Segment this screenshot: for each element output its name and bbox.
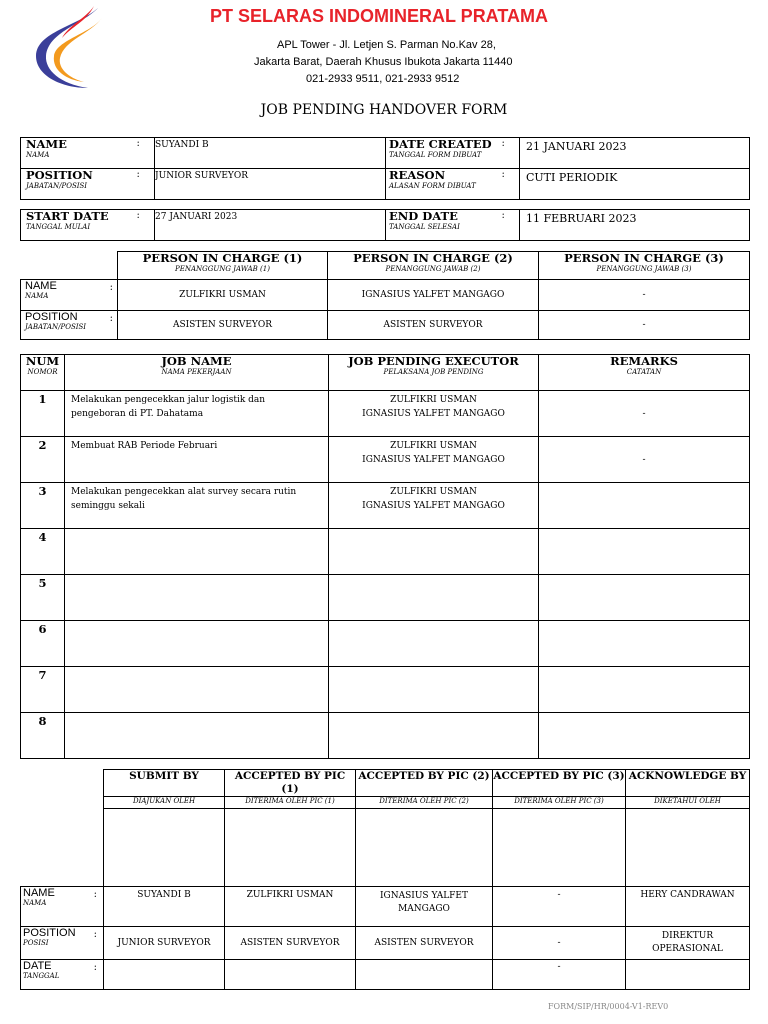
colon: :	[137, 210, 155, 241]
job-remarks-cell: -	[539, 437, 750, 483]
signature-box[interactable]	[225, 809, 356, 887]
date-created-value: 21 JANUARI 2023	[520, 138, 750, 169]
colon: :	[137, 138, 155, 169]
pic3-signer-date[interactable]: -	[493, 960, 626, 990]
submit-by-subheader: DIAJUKAN OLEH	[104, 797, 225, 809]
position-sublabel: JABATAN/POSISI	[26, 182, 88, 190]
sig-date-label: DATE	[23, 960, 52, 972]
accepted-pic1-subheader: DITERIMA OLEH PIC (1)	[225, 797, 356, 809]
job-executor-cell	[329, 391, 539, 437]
executor-subheader: PELAKSANA JOB PENDING	[383, 368, 484, 376]
job-number: 4	[21, 529, 65, 575]
acknowledge-by-subheader: DIKETAHUI OLEH	[626, 797, 750, 809]
date-created-label: DATE CREATED	[389, 137, 492, 151]
num-header: NUM	[25, 354, 60, 368]
colon: :	[109, 282, 113, 293]
pic2-subheader: PENANGGUNG JAWAB (2)	[385, 265, 481, 273]
table-row	[21, 529, 750, 575]
pic3-header: PERSON IN CHARGE (3)	[564, 251, 724, 265]
reason-value: CUTI PERIODIK	[520, 169, 750, 200]
acknowledger-name: HERY CANDRAWAN	[626, 887, 750, 927]
pic3-signer-name: -	[493, 887, 626, 927]
colon: :	[137, 169, 155, 200]
colon: :	[502, 210, 520, 241]
job-remarks-cell	[539, 483, 750, 529]
accepted-pic2-subheader: DITERIMA OLEH PIC (2)	[356, 797, 493, 809]
pic2-signer-date[interactable]	[356, 960, 493, 990]
sig-name-sublabel: NAMA	[23, 899, 47, 907]
job-number: 8	[21, 713, 65, 759]
company-phone: 021-2933 9511, 021-2933 9512	[306, 73, 460, 85]
pic3-name: -	[539, 280, 750, 311]
accepted-pic3-subheader: DITERIMA OLEH PIC (3)	[493, 797, 626, 809]
pic-position-sublabel: JABATAN/POSISI	[25, 323, 87, 331]
job-name-cell	[65, 575, 329, 621]
job-name-cell	[65, 621, 329, 667]
executor-name: IGNASIUS YALFET MANGAGO	[362, 455, 505, 465]
job-remarks-cell	[539, 667, 750, 713]
sig-position-sublabel: POSISI	[23, 939, 49, 947]
table-row	[21, 483, 750, 529]
acknowledge-by-header: ACKNOWLEDGE BY	[626, 770, 750, 797]
start-date-label: START DATE	[26, 209, 109, 223]
accepted-pic1-header: ACCEPTED BY PIC (1)	[225, 770, 356, 797]
job-number: 7	[21, 667, 65, 713]
start-date-value: 27 JANUARI 2023	[155, 210, 386, 241]
executor-name: ZULFIKRI USMAN	[390, 487, 477, 497]
job-remarks-cell: -	[539, 391, 750, 437]
reason-label: REASON	[389, 168, 446, 182]
sig-date-sublabel: TANGGAL	[23, 972, 60, 980]
job-name-cell	[65, 529, 329, 575]
job-executor-cell	[329, 529, 539, 575]
executor-name: IGNASIUS YALFET MANGAGO	[362, 409, 505, 419]
pic2-name: IGNASIUS YALFET MANGAGO	[328, 280, 539, 311]
pic3-position: -	[539, 311, 750, 340]
num-subheader: NOMOR	[27, 368, 58, 376]
pic2-header: PERSON IN CHARGE (2)	[353, 251, 513, 265]
position-label: POSITION	[26, 168, 93, 182]
job-remarks-cell	[539, 575, 750, 621]
executor-name: ZULFIKRI USMAN	[390, 441, 477, 451]
jobs-table	[20, 354, 750, 759]
sig-name-label: NAME	[23, 887, 55, 899]
pic1-signer-name: ZULFIKRI USMAN	[225, 887, 356, 927]
table-row	[21, 713, 750, 759]
start-date-sublabel: TANGGAL MULAI	[26, 223, 91, 231]
date-table	[20, 209, 750, 241]
form-title: JOB PENDING HANDOVER FORM	[260, 102, 508, 118]
info-table	[20, 137, 750, 200]
job-name-header: JOB NAME	[161, 354, 232, 368]
job-executor-cell	[329, 483, 539, 529]
company-address-line2: Jakarta Barat, Daerah Khusus Ibukota Jakarta 11440	[254, 56, 513, 68]
company-name: PT SELARAS INDOMINERAL PRATAMA	[210, 6, 549, 26]
signature-box[interactable]	[493, 809, 626, 887]
pic1-position: ASISTEN SURVEYOR	[118, 311, 328, 340]
colon: :	[502, 169, 520, 200]
job-number: 2	[21, 437, 65, 483]
pic1-signer-position: ASISTEN SURVEYOR	[225, 927, 356, 960]
job-remarks-cell	[539, 713, 750, 759]
pic2-position: ASISTEN SURVEYOR	[328, 311, 539, 340]
pic2-signer-position: ASISTEN SURVEYOR	[356, 927, 493, 960]
end-date-label: END DATE	[389, 209, 458, 223]
pic2-signer-name: IGNASIUS YALFET MANGAGO	[356, 887, 493, 927]
submitter-position: JUNIOR SURVEYOR	[104, 927, 225, 960]
job-executor-cell	[329, 667, 539, 713]
submit-by-header: SUBMIT BY	[104, 770, 225, 797]
signature-box[interactable]	[104, 809, 225, 887]
job-name-cell: Melakukan pengecekkan jalur logistik dan pengeboran di PT. Dahatama	[65, 391, 329, 437]
job-number: 5	[21, 575, 65, 621]
acknowledger-position: DIREKTUR OPERASIONAL	[626, 927, 750, 960]
name-sublabel: NAMA	[26, 151, 50, 159]
reason-sublabel: ALASAN FORM DIBUAT	[389, 182, 476, 190]
pic-name-label: NAME	[25, 280, 57, 292]
table-row	[21, 437, 750, 483]
colon: :	[93, 889, 97, 900]
colon: :	[502, 138, 520, 169]
job-number: 6	[21, 621, 65, 667]
pic3-subheader: PENANGGUNG JAWAB (3)	[596, 265, 692, 273]
position-value: JUNIOR SURVEYOR	[155, 169, 386, 200]
name-value: SUYANDI B	[155, 138, 386, 169]
signature-box[interactable]	[356, 809, 493, 887]
colon: :	[93, 929, 97, 940]
submitter-date[interactable]	[104, 960, 225, 990]
pic-position-label: POSITION	[25, 311, 78, 323]
table-row	[21, 621, 750, 667]
executor-header: JOB PENDING EXECUTOR	[348, 354, 519, 368]
job-executor-cell	[329, 621, 539, 667]
table-row	[21, 667, 750, 713]
accepted-pic2-header: ACCEPTED BY PIC (2)	[356, 770, 493, 797]
executor-name: IGNASIUS YALFET MANGAGO	[362, 501, 505, 511]
job-name-cell	[65, 667, 329, 713]
end-date-sublabel: TANGGAL SELESAI	[389, 223, 460, 231]
acknowledger-date[interactable]	[626, 960, 750, 990]
pic1-header: PERSON IN CHARGE (1)	[142, 251, 303, 265]
table-row	[21, 391, 750, 437]
accepted-pic3-header: ACCEPTED BY PIC (3)	[493, 770, 626, 797]
job-remarks-cell	[539, 529, 750, 575]
table-row	[21, 575, 750, 621]
signature-table	[20, 769, 750, 990]
date-created-sublabel: TANGGAL FORM DIBUAT	[389, 151, 482, 159]
form-code: FORM/SIP/HR/0004-V1-REV0	[548, 1002, 669, 1011]
pic-name-sublabel: NAMA	[25, 292, 49, 300]
job-executor-cell	[329, 713, 539, 759]
pic1-name: ZULFIKRI USMAN	[118, 280, 328, 311]
job-name-cell	[65, 713, 329, 759]
end-date-value: 11 FEBRUARI 2023	[520, 210, 750, 241]
colon: :	[93, 962, 97, 973]
job-number: 1	[21, 391, 65, 437]
pic1-signer-date[interactable]	[225, 960, 356, 990]
colon: :	[109, 313, 113, 324]
job-name-cell: Melakukan pengecekkan alat survey secara rutin seminggu sekali	[65, 483, 329, 529]
submitter-name: SUYANDI B	[104, 887, 225, 927]
company-address-line1: APL Tower - Jl. Letjen S. Parman No.Kav 28,	[277, 39, 496, 51]
job-name-cell: Membuat RAB Periode Februari	[65, 437, 329, 483]
job-name-subheader: NAMA PEKERJAAN	[161, 368, 232, 376]
job-remarks-cell	[539, 621, 750, 667]
remarks-subheader: CATATAN	[626, 368, 662, 376]
job-number: 3	[21, 483, 65, 529]
job-executor-cell	[329, 437, 539, 483]
job-executor-cell	[329, 575, 539, 621]
remarks-header: REMARKS	[610, 354, 678, 368]
executor-name: ZULFIKRI USMAN	[390, 395, 477, 405]
sig-position-label: POSITION	[23, 927, 76, 939]
pic1-subheader: PENANGGUNG JAWAB (1)	[175, 265, 270, 273]
name-label: NAME	[26, 137, 67, 151]
pic-table	[20, 251, 750, 340]
signature-box[interactable]	[626, 809, 750, 887]
pic3-signer-position: -	[493, 927, 626, 960]
company-logo	[28, 4, 108, 92]
